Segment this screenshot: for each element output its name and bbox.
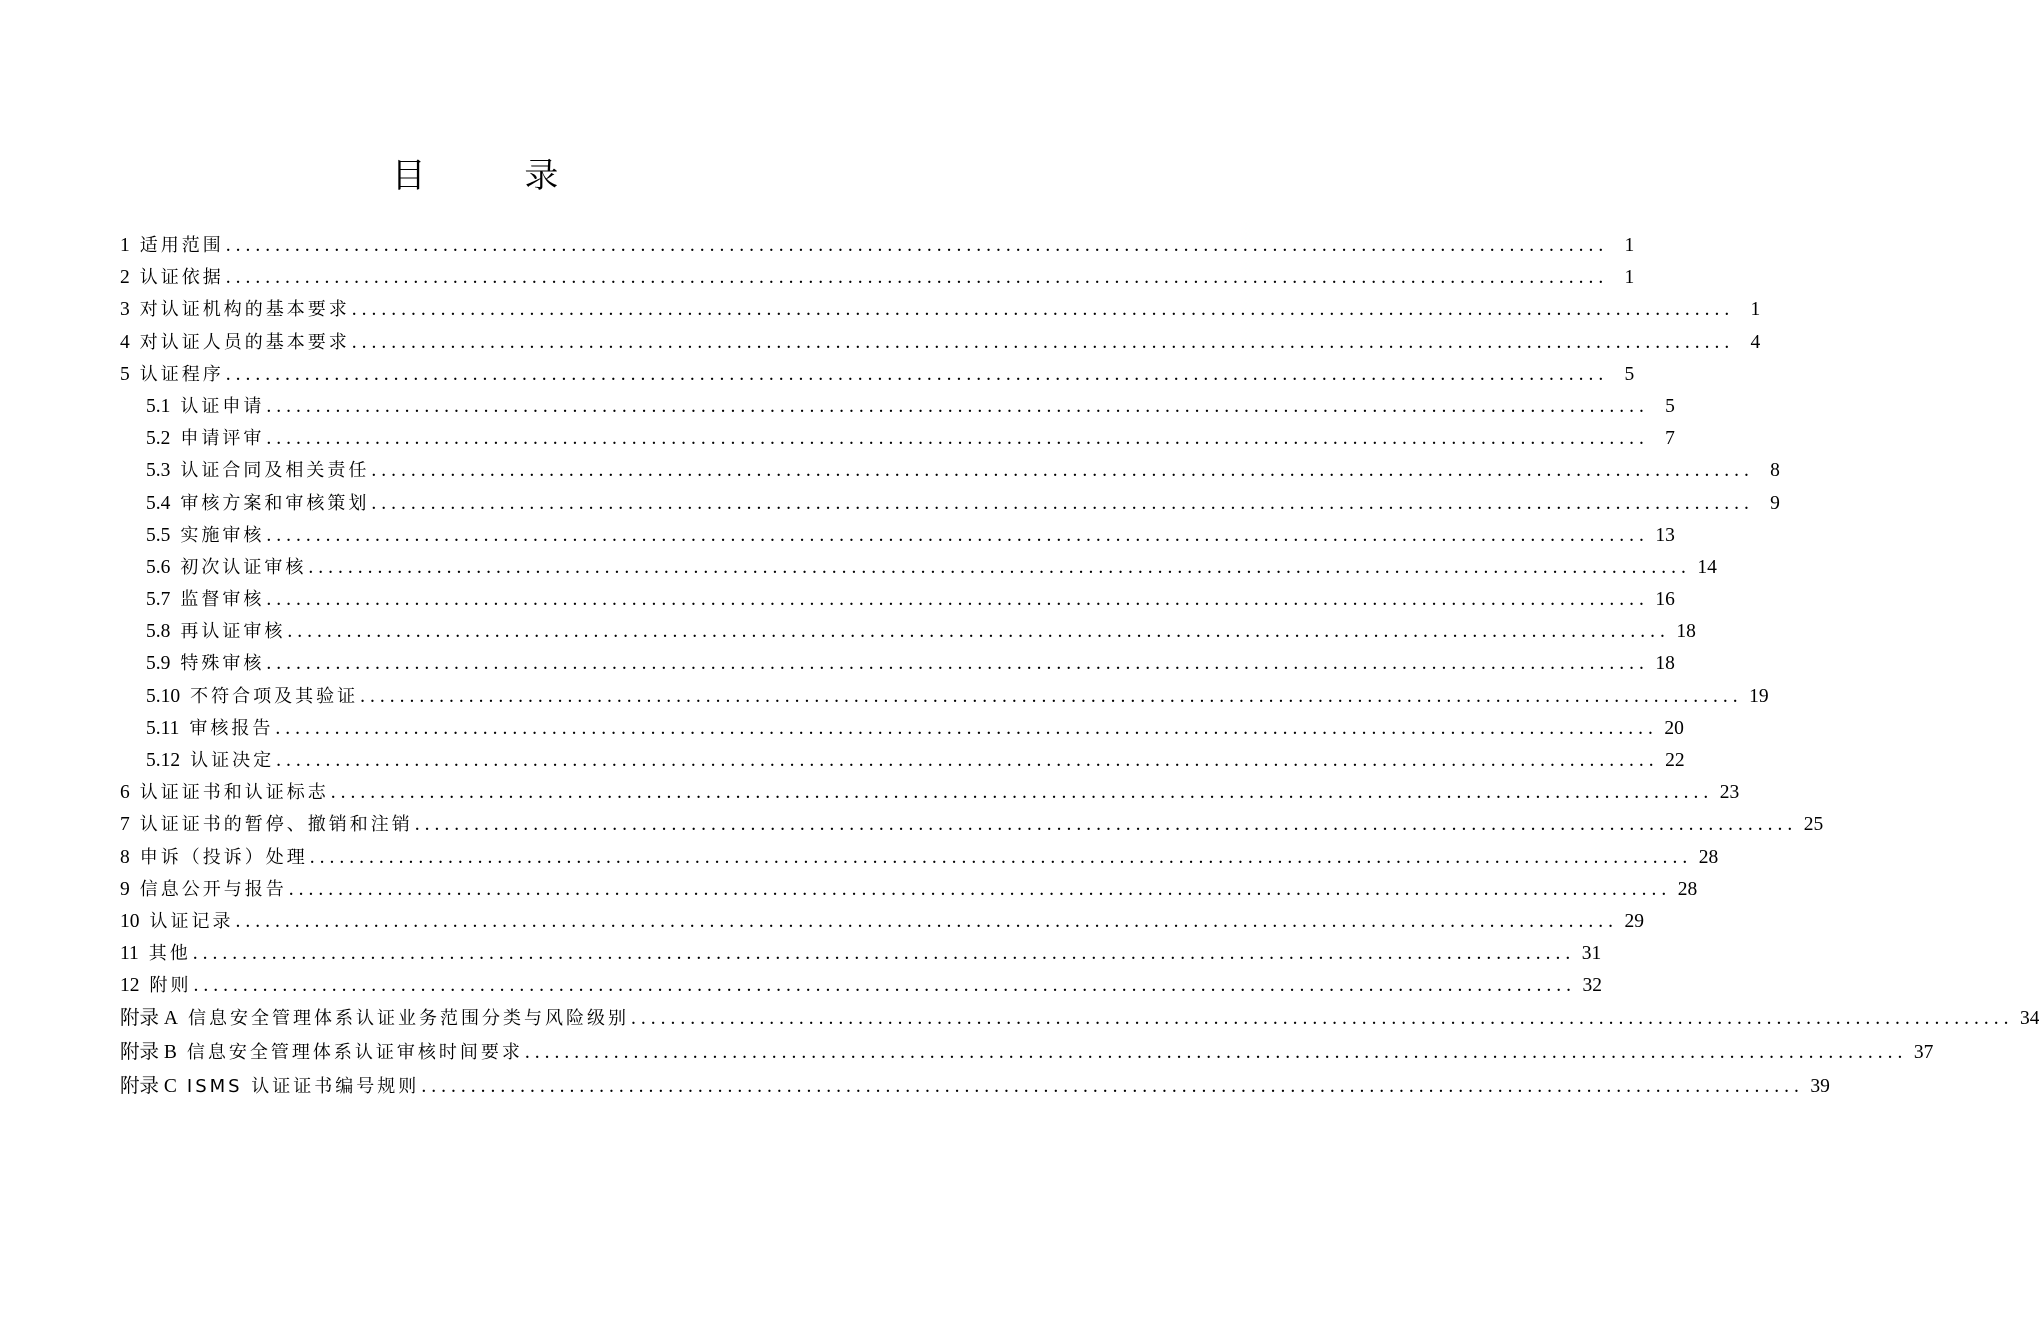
- toc-entry-number: 1: [120, 235, 130, 256]
- toc-entry-page: 28: [1677, 878, 1698, 900]
- toc-entry-page: 37: [1913, 1041, 1934, 1063]
- toc-entry[interactable]: [120, 359, 1635, 391]
- toc-entry-number: 7: [120, 814, 130, 836]
- toc-entry-number: 5.12: [146, 750, 181, 771]
- toc-entry-number: 11: [120, 943, 139, 965]
- toc-entry-number: 5.1: [146, 395, 171, 417]
- toc-subentry[interactable]: [120, 520, 1675, 552]
- toc-leader-dots: ............................................................................................................................................: [225, 235, 1609, 256]
- toc-entry-title: 实施审核: [180, 524, 265, 546]
- toc-entry-number: 3: [120, 299, 130, 321]
- toc-entry-title: 信息安全管理体系认证业务范围分类与风险级别: [187, 1007, 629, 1029]
- toc-annex-entry[interactable]: [120, 1037, 1934, 1071]
- toc-subentry[interactable]: [120, 648, 1675, 680]
- toc-list: [120, 230, 2039, 1105]
- toc-entry[interactable]: [120, 230, 1635, 262]
- toc-subentry[interactable]: [120, 616, 1696, 648]
- toc-entry[interactable]: [120, 906, 1644, 938]
- toc-entry-page: 25: [1803, 814, 1824, 836]
- toc-entry-number: 附录 C: [120, 1075, 177, 1097]
- toc-entry-number: 5.8: [146, 621, 171, 643]
- toc-subentry[interactable]: [120, 423, 1675, 455]
- toc-entry-page: 1: [1750, 299, 1761, 321]
- toc-entry-number: 8: [120, 846, 130, 868]
- toc-leader-dots: ............................................................................................................................................: [524, 1041, 1908, 1063]
- toc-entry-number: 5.9: [146, 653, 171, 675]
- toc-entry-page: 14: [1697, 556, 1717, 578]
- toc-entry-page: 9: [1770, 492, 1780, 514]
- toc-entry-page: 18: [1676, 621, 1696, 643]
- toc-leader-dots: ............................................................................................................................................: [371, 492, 1754, 514]
- page-title: 目 录: [391, 156, 603, 196]
- toc-entry-page: 29: [1624, 910, 1644, 932]
- toc-leader-dots: ............................................................................................................................................: [309, 846, 1693, 868]
- toc-subentry[interactable]: [120, 552, 1717, 584]
- toc-entry-page: 22: [1665, 750, 1685, 771]
- toc-entry-number: 附录 B: [120, 1041, 177, 1063]
- toc-entry-title: 审核报告: [189, 717, 274, 739]
- toc-entry-number: 5.3: [146, 460, 171, 482]
- toc-entry-page: 8: [1770, 460, 1780, 482]
- toc-leader-dots: ............................................................................................................................................: [266, 428, 1649, 450]
- toc-entry-number: 9: [120, 878, 130, 900]
- toc-entry[interactable]: [120, 262, 1635, 294]
- toc-leader-dots: ............................................................................................................................................: [371, 460, 1754, 482]
- toc-entry-number: 5.2: [146, 428, 171, 450]
- toc-entry-title: 初次认证审核: [180, 556, 307, 578]
- toc-entry[interactable]: [120, 970, 1602, 1002]
- toc-entry-page: 18: [1655, 653, 1675, 675]
- toc-entry-page: 1: [1624, 235, 1635, 256]
- toc-leader-dots: ............................................................................................................................................: [288, 878, 1672, 900]
- toc-entry-number: 5.4: [146, 492, 171, 514]
- toc-entry[interactable]: [120, 938, 1602, 970]
- toc-entry-page: 31: [1581, 943, 1602, 965]
- toc-entry-number: 2: [120, 267, 130, 289]
- toc-entry-title: 其他: [148, 943, 191, 965]
- toc-leader-dots: ............................................................................................................................................: [235, 910, 1618, 932]
- toc-entry-page: 16: [1655, 589, 1675, 611]
- toc-entry-title: 认证合同及相关责任: [180, 460, 370, 482]
- toc-entry-title: 认证程序: [139, 363, 224, 385]
- toc-subentry[interactable]: [120, 455, 1780, 487]
- toc-entry-title: 对认证机构的基本要求: [139, 299, 350, 321]
- toc-annex-entry[interactable]: [120, 1071, 1830, 1105]
- toc-entry-page: 1: [1624, 267, 1635, 289]
- toc-entry-number: 附录 A: [120, 1007, 178, 1029]
- toc-annex-entry[interactable]: [120, 1003, 2039, 1037]
- toc-leader-dots: ............................................................................................................................................: [630, 1007, 2014, 1029]
- toc-subentry[interactable]: [120, 391, 1675, 423]
- toc-leader-dots: ............................................................................................................................................: [266, 395, 1649, 417]
- toc-subentry[interactable]: [120, 488, 1780, 520]
- toc-entry[interactable]: [120, 327, 1761, 359]
- toc-entry-page: 19: [1749, 685, 1769, 707]
- toc-subentry[interactable]: [120, 713, 1684, 745]
- toc-entry-page: 34: [2019, 1007, 2039, 1029]
- toc-entry-title: 申诉（投诉）处理: [139, 846, 308, 868]
- toc-entry-page: 7: [1665, 428, 1675, 450]
- toc-entry-number: 5.6: [146, 556, 171, 578]
- toc-entry-title: 信息公开与报告: [139, 878, 287, 900]
- toc-leader-dots: ............................................................................................................................................: [330, 782, 1714, 804]
- toc-entry-title: 适用范围: [139, 235, 224, 256]
- toc-entry-title: 不符合项及其验证: [190, 685, 359, 707]
- toc-leader-dots: ............................................................................................................................................: [225, 363, 1609, 385]
- toc-entry-title: 信息安全管理体系认证审核时间要求: [186, 1041, 523, 1063]
- toc-entry[interactable]: [120, 777, 1740, 809]
- toc-entry-page: 5: [1665, 395, 1675, 417]
- toc-leader-dots: ............................................................................................................................................: [225, 267, 1609, 289]
- toc-leader-dots: ............................................................................................................................................: [275, 717, 1658, 739]
- toc-entry-title: 认证记录: [149, 910, 234, 932]
- toc-entry-title: 审核方案和审核策划: [180, 492, 370, 514]
- toc-entry-title: 对认证人员的基本要求: [139, 331, 350, 353]
- toc-entry-title: 再认证审核: [180, 621, 286, 643]
- toc-entry-page: 28: [1698, 846, 1719, 868]
- toc-entry[interactable]: [120, 809, 1824, 841]
- toc-entry-title: 认证申请: [180, 395, 265, 417]
- toc-entry-number: 5.7: [146, 589, 171, 611]
- toc-leader-dots: ............................................................................................................................................: [421, 1075, 1804, 1097]
- toc-leader-dots: ............................................................................................................................................: [360, 685, 1743, 707]
- toc-leader-dots: ............................................................................................................................................: [276, 750, 1659, 771]
- toc-entry-page: 32: [1582, 975, 1602, 997]
- toc-entry-number: 5.10: [146, 685, 181, 707]
- toc-entry-page: 13: [1655, 524, 1675, 546]
- toc-entry-page: 23: [1719, 782, 1740, 804]
- toc-leader-dots: ............................................................................................................................................: [193, 975, 1576, 997]
- toc-leader-dots: ............................................................................................................................................: [266, 589, 1649, 611]
- toc-entry-page: 20: [1664, 717, 1684, 739]
- toc-entry-page: 5: [1624, 363, 1635, 385]
- toc-entry-number: 5.11: [146, 717, 180, 739]
- toc-leader-dots: ............................................................................................................................................: [308, 556, 1691, 578]
- toc-leader-dots: ............................................................................................................................................: [266, 524, 1649, 546]
- toc-entry[interactable]: [120, 842, 1719, 874]
- toc-leader-dots: ............................................................................................................................................: [351, 299, 1735, 321]
- toc-entry-title: ISMS 认证证书编号规则: [186, 1075, 420, 1097]
- toc-entry-number: 5.5: [146, 524, 171, 546]
- toc-entry-number: 6: [120, 782, 130, 804]
- toc-entry-number: 12: [120, 975, 140, 997]
- toc-entry-number: 10: [120, 910, 140, 932]
- toc-entry-page: 39: [1810, 1075, 1830, 1097]
- toc-leader-dots: ............................................................................................................................................: [266, 653, 1649, 675]
- toc-entry-title: 附则: [149, 975, 192, 997]
- toc-subentry[interactable]: [120, 584, 1675, 616]
- toc-entry-title: 申请评审: [180, 428, 265, 450]
- toc-entry-number: 5: [120, 363, 130, 385]
- toc-subentry[interactable]: [120, 745, 1685, 777]
- toc-subentry[interactable]: [120, 681, 1769, 713]
- toc-leader-dots: ............................................................................................................................................: [192, 943, 1576, 965]
- toc-entry[interactable]: [120, 874, 1698, 906]
- toc-leader-dots: ............................................................................................................................................: [351, 331, 1735, 353]
- toc-leader-dots: ............................................................................................................................................: [414, 814, 1798, 836]
- toc-entry-title: 认证证书的暂停、撤销和注销: [139, 814, 413, 836]
- toc-entry-title: 监督审核: [180, 589, 265, 611]
- toc-entry-title: 认证依据: [139, 267, 224, 289]
- toc-entry-page: 4: [1750, 331, 1761, 353]
- toc-entry-title: 特殊审核: [180, 653, 265, 675]
- toc-entry-number: 4: [120, 331, 130, 353]
- toc-entry-title: 认证证书和认证标志: [139, 782, 329, 804]
- toc-leader-dots: ............................................................................................................................................: [287, 621, 1670, 643]
- toc-entry-title: 认证决定: [190, 750, 275, 771]
- toc-entry[interactable]: [120, 294, 1761, 326]
